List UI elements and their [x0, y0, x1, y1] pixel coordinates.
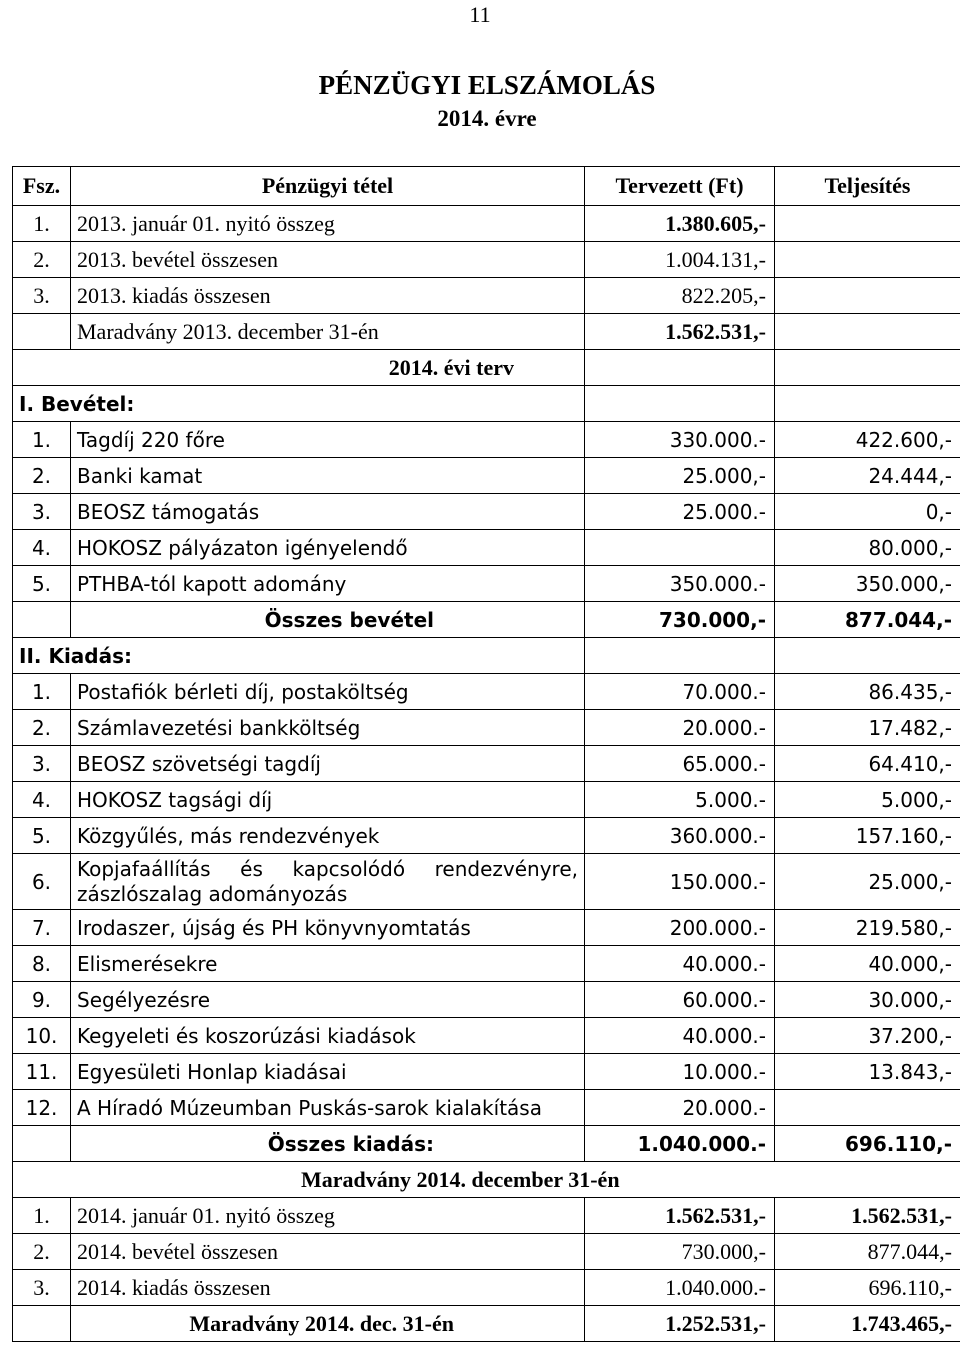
section-heading-row [13, 638, 960, 674]
row-actual [775, 278, 960, 314]
table-row [13, 530, 960, 566]
row-actual [775, 1090, 960, 1126]
row-no: 10. [13, 1018, 71, 1054]
table-row [13, 458, 960, 494]
expense-total-planned: 1.040.000.- [585, 1126, 775, 1162]
row-label: Maradvány 2013. december 31-én [71, 314, 585, 350]
row-no: 1. [13, 1198, 71, 1234]
row-label: Közgyűlés, más rendezvények [71, 818, 585, 854]
row-label: Egyesületi Honlap kiadásai [71, 1054, 585, 1090]
row-no: 7. [13, 910, 71, 946]
row-planned: 200.000.- [585, 910, 775, 946]
row-planned: 1.562.531,- [585, 314, 775, 350]
table-row [13, 1054, 960, 1090]
row-label: Banki kamat [71, 458, 585, 494]
row-label: BEOSZ szövetségi tagdíj [71, 746, 585, 782]
row-no: 3. [13, 278, 71, 314]
closing-heading: Maradvány 2014. december 31-én [13, 1162, 960, 1198]
expense-heading: II. Kiadás: [13, 638, 585, 674]
row-no [13, 314, 71, 350]
row-no: 2. [13, 1234, 71, 1270]
row-planned: 65.000.- [585, 746, 775, 782]
row-planned: 330.000.- [585, 422, 775, 458]
table-row [13, 1234, 960, 1270]
row-planned: 822.205,- [585, 278, 775, 314]
row-label: BEOSZ támogatás [71, 494, 585, 530]
row-planned: 360.000.- [585, 818, 775, 854]
row-actual: 219.580,- [775, 910, 960, 946]
row-actual [775, 206, 960, 242]
row-actual: 24.444,- [775, 458, 960, 494]
row-planned: 40.000.- [585, 946, 775, 982]
header-planned: Tervezett (Ft) [585, 167, 775, 206]
row-no: 5. [13, 818, 71, 854]
income-heading: I. Bevétel: [13, 386, 585, 422]
row-label: HOKOSZ tagsági díj [71, 782, 585, 818]
row-actual: 877.044,- [775, 1234, 960, 1270]
row-planned: 1.040.000.- [585, 1270, 775, 1306]
closing-total-planned: 1.252.531,- [585, 1306, 775, 1342]
row-planned: 25.000,- [585, 458, 775, 494]
table-row [13, 818, 960, 854]
row-actual: 422.600,- [775, 422, 960, 458]
row-label: HOKOSZ pályázaton igényelendő [71, 530, 585, 566]
financial-table [12, 166, 960, 1342]
row-label: Elismerésekre [71, 946, 585, 982]
row-actual: 64.410,- [775, 746, 960, 782]
row-label: Irodaszer, újság és PH könyvnyomtatás [71, 910, 585, 946]
empty-cell [585, 386, 775, 422]
row-no: 3. [13, 494, 71, 530]
row-planned: 150.000.- [585, 854, 775, 910]
row-no: 9. [13, 982, 71, 1018]
row-no: 5. [13, 566, 71, 602]
row-planned: 70.000.- [585, 674, 775, 710]
row-planned: 1.004.131,- [585, 242, 775, 278]
table-row [13, 242, 960, 278]
closing-total-row [13, 1306, 960, 1342]
row-actual: 25.000,- [775, 854, 960, 910]
table-row [13, 674, 960, 710]
table-row [13, 206, 960, 242]
empty-cell [775, 386, 960, 422]
expense-total-actual: 696.110,- [775, 1126, 960, 1162]
row-no: 4. [13, 782, 71, 818]
row-planned: 25.000.- [585, 494, 775, 530]
header-item: Pénzügyi tétel [71, 167, 585, 206]
row-planned: 1.562.531,- [585, 1198, 775, 1234]
expense-total-row [13, 1126, 960, 1162]
row-label: Segélyezésre [71, 982, 585, 1018]
row-no: 12. [13, 1090, 71, 1126]
empty-cell [13, 1126, 71, 1162]
document-subtitle: 2014. évre [437, 106, 537, 131]
plan-heading: 2014. évi terv [13, 350, 585, 386]
table-row [13, 982, 960, 1018]
table-row [13, 314, 960, 350]
table-row [13, 946, 960, 982]
row-actual: 86.435,- [775, 674, 960, 710]
row-label: 2013. bevétel összesen [71, 242, 585, 278]
row-actual: 80.000,- [775, 530, 960, 566]
row-no: 1. [13, 674, 71, 710]
income-total-planned: 730.000,- [585, 602, 775, 638]
row-label: 2014. kiadás összesen [71, 1270, 585, 1306]
table-row [13, 278, 960, 314]
plan-heading-row [13, 350, 960, 386]
table-header-row [13, 167, 960, 206]
row-actual: 696.110,- [775, 1270, 960, 1306]
row-actual: 5.000,- [775, 782, 960, 818]
row-label: 2013. kiadás összesen [71, 278, 585, 314]
empty-cell [775, 350, 960, 386]
empty-cell [585, 638, 775, 674]
row-actual: 157.160,- [775, 818, 960, 854]
row-label: Kopjafaállítás és kapcsolódó rendezvényre, zászlószalag adományozás [71, 854, 585, 910]
row-planned: 350.000.- [585, 566, 775, 602]
empty-cell [585, 350, 775, 386]
row-planned: 5.000.- [585, 782, 775, 818]
row-no: 2. [13, 458, 71, 494]
row-actual [775, 314, 960, 350]
table-row [13, 1198, 960, 1234]
income-total-label: Összes bevétel [71, 602, 585, 638]
page-number: 11 [469, 2, 491, 27]
closing-heading-row [13, 1162, 960, 1198]
table-row [13, 1018, 960, 1054]
row-actual: 0,- [775, 494, 960, 530]
table-row [13, 710, 960, 746]
row-planned: 60.000.- [585, 982, 775, 1018]
expense-total-label: Összes kiadás: [71, 1126, 585, 1162]
table-row [13, 566, 960, 602]
header-no: Fsz. [13, 167, 71, 206]
row-no: 1. [13, 206, 71, 242]
row-no: 6. [13, 854, 71, 910]
section-heading-row [13, 386, 960, 422]
row-planned: 20.000.- [585, 710, 775, 746]
row-no: 2. [13, 710, 71, 746]
row-label: Kegyeleti és koszorúzási kiadások [71, 1018, 585, 1054]
row-actual: 37.200,- [775, 1018, 960, 1054]
row-actual: 13.843,- [775, 1054, 960, 1090]
row-planned: 20.000.- [585, 1090, 775, 1126]
row-actual: 30.000,- [775, 982, 960, 1018]
row-label: Postafiók bérleti díj, postaköltség [71, 674, 585, 710]
row-no: 2. [13, 242, 71, 278]
income-total-row [13, 602, 960, 638]
row-no: 1. [13, 422, 71, 458]
row-no: 8. [13, 946, 71, 982]
closing-total-actual: 1.743.465,- [775, 1306, 960, 1342]
row-actual: 1.562.531,- [775, 1198, 960, 1234]
row-label: A Híradó Múzeumban Puskás-sarok kialakítása [71, 1090, 585, 1126]
table-row [13, 746, 960, 782]
row-planned: 730.000,- [585, 1234, 775, 1270]
row-label: 2013. január 01. nyitó összeg [71, 206, 585, 242]
table-row [13, 422, 960, 458]
header-actual: Teljesítés [775, 167, 960, 206]
row-label: PTHBA-tól kapott adomány [71, 566, 585, 602]
row-planned: 1.380.605,- [585, 206, 775, 242]
table-row [13, 854, 960, 910]
table-row [13, 910, 960, 946]
row-no: 4. [13, 530, 71, 566]
row-actual: 17.482,- [775, 710, 960, 746]
row-label: Számlavezetési bankköltség [71, 710, 585, 746]
empty-cell [13, 602, 71, 638]
row-label: 2014. bevétel összesen [71, 1234, 585, 1270]
row-planned: 10.000.- [585, 1054, 775, 1090]
row-label: Tagdíj 220 főre [71, 422, 585, 458]
row-no: 11. [13, 1054, 71, 1090]
row-actual: 40.000,- [775, 946, 960, 982]
empty-cell [13, 1306, 71, 1342]
table-row [13, 1270, 960, 1306]
income-total-actual: 877.044,- [775, 602, 960, 638]
row-planned [585, 530, 775, 566]
row-planned: 40.000.- [585, 1018, 775, 1054]
closing-total-label: Maradvány 2014. dec. 31-én [71, 1306, 585, 1342]
table-row [13, 782, 960, 818]
row-no: 3. [13, 746, 71, 782]
row-label: 2014. január 01. nyitó összeg [71, 1198, 585, 1234]
row-actual: 350.000,- [775, 566, 960, 602]
document-title: PÉNZÜGYI ELSZÁMOLÁS [318, 70, 656, 100]
table-row [13, 1090, 960, 1126]
empty-cell [775, 638, 960, 674]
row-actual [775, 242, 960, 278]
row-no: 3. [13, 1270, 71, 1306]
table-row [13, 494, 960, 530]
